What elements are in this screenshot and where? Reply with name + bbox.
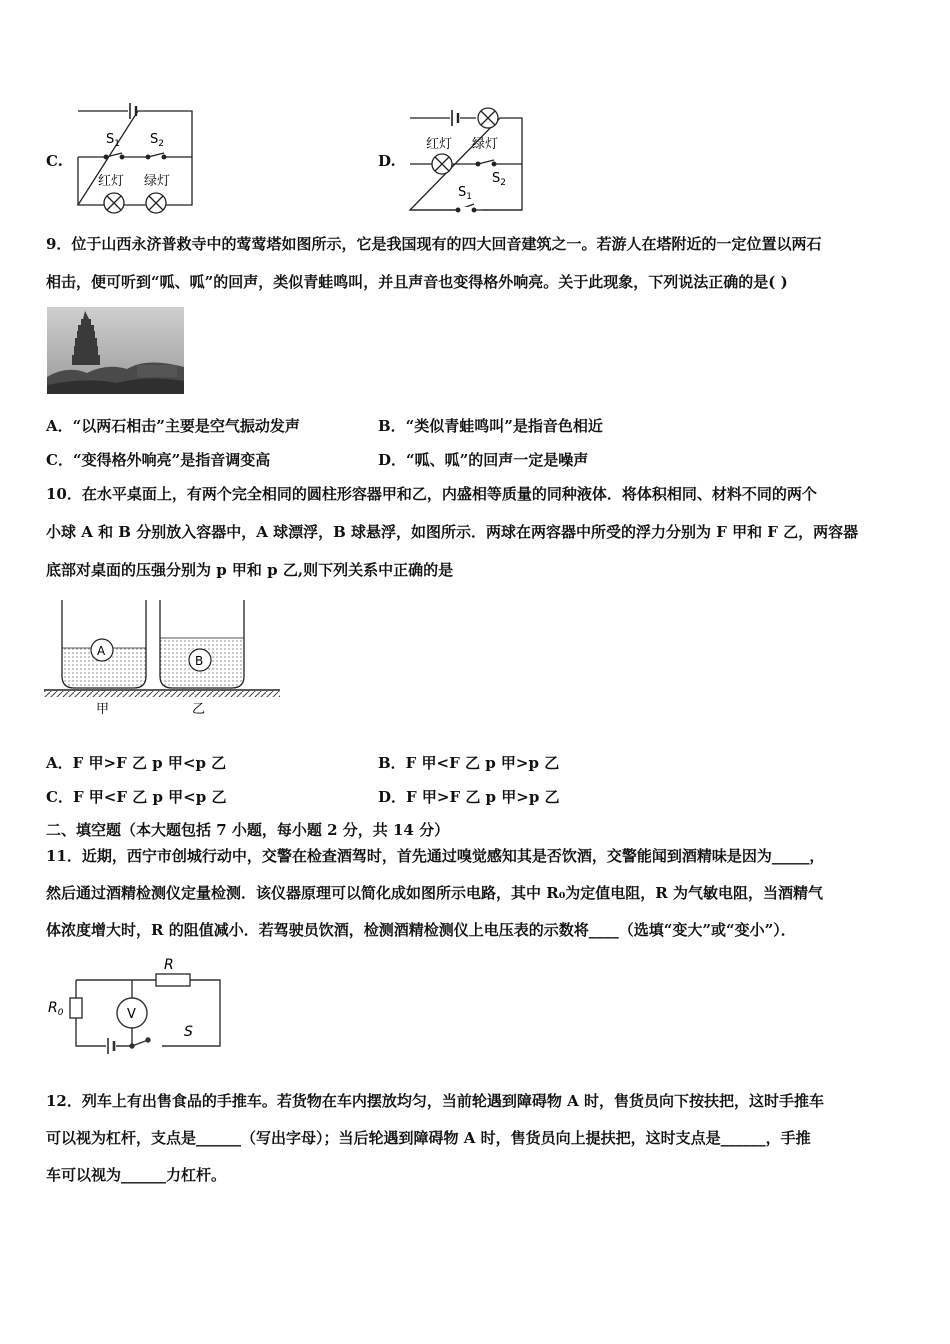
circuit-d-diagram [402, 98, 532, 216]
q10-option-b: B．F 甲<F 乙 p 甲>p 乙 [378, 754, 560, 772]
q11-line-2: 然后通过酒精检测仪定量检测．该仪器原理可以简化成如图所示电路，其中 R₀为定值电阻，R 为气敏电阻，当酒精气 [46, 884, 823, 902]
q10-line-1: 10．在水平桌面上，有两个完全相同的圆柱形容器甲和乙，内盛相等质量的同种液体．将体积相同、材料不同的两个 [46, 485, 817, 503]
q9-line-1: 9．位于山西永济普救寺中的莺莺塔如图所示，它是我国现有的四大回音建筑之一。若游人在塔附近的一定位置以两石 [46, 235, 822, 253]
ball-b-label: B [195, 654, 204, 668]
q11-line-1: 11．近期，西宁市创城行动中，交警在检查酒驾时，首先通过嗅觉感知其是否饮酒，交警能闻到酒精味是因为_____， [46, 847, 825, 865]
q12-line-1: 12．列车上有出售食品的手推车。若货物在车内摆放均匀，当前轮遇到障碍物 A 时，售货员向下按扶把，这时手推车 [46, 1092, 824, 1110]
q10-option-a: A．F 甲>F 乙 p 甲<p 乙 [46, 754, 227, 772]
d-green-lamp-label: 绿灯 [472, 137, 499, 152]
c-red-lamp-label: 红灯 [98, 174, 125, 189]
d-s2-label: $S_2$ [492, 171, 506, 188]
c-s1-label: $S_1$ [106, 132, 120, 149]
d-red-lamp-label: 红灯 [426, 137, 453, 152]
q11-line-3: 体浓度增大时，R 的阻值减小．若驾驶员饮酒，检测酒精检测仪上电压表的示数将____（选填“变大”或“变小”）． [46, 921, 796, 939]
switch-s-label: S [184, 1024, 193, 1040]
circuit-c-diagram [70, 95, 205, 217]
q12-line-3: 车可以视为______力杠杆。 [46, 1166, 227, 1184]
containers-diagram [44, 596, 284, 720]
d-s1-label: $S_1$ [458, 185, 472, 202]
q9-option-c: C．“变得格外响亮”是指音调变高 [46, 451, 271, 469]
resistor-r-label: R [164, 957, 174, 973]
container-jia-label: 甲 [96, 702, 110, 717]
q12-line-2: 可以视为杠杆，支点是______（写出字母）；当后轮遇到障碍物 A 时，售货员向上提扶把，这时支点是______，手推 [46, 1129, 811, 1147]
q10-line-2: 小球 A 和 B 分别放入容器中，A 球漂浮，B 球悬浮，如图所示．两球在两容器中所受的浮力分别为 F 甲和 F 乙，两容器 [46, 523, 859, 541]
container-yi-label: 乙 [192, 702, 206, 717]
ball-a-label: A [97, 644, 106, 658]
option-d-label: D. [378, 152, 396, 170]
option-c-label: C. [46, 152, 63, 170]
voltmeter-label: V [127, 1007, 136, 1022]
c-green-lamp-label: 绿灯 [144, 174, 171, 189]
c-s2-label: $S_2$ [150, 132, 164, 149]
resistor-r0-label: $R_0$ [48, 1000, 64, 1018]
q9-option-a: A．“以两石相击”主要是空气振动发声 [46, 417, 300, 435]
q10-option-c: C．F 甲<F 乙 p 甲<p 乙 [46, 788, 227, 806]
q9-option-b: B．“类似青蛙鸣叫”是指音色相近 [378, 417, 603, 435]
q10-option-d: D．F 甲>F 乙 p 甲>p 乙 [378, 788, 560, 806]
q9-line-2: 相击，便可听到“呱、呱”的回声，类似青蛙鸣叫，并且声音也变得格外响亮。关于此现象，下列说法正确的是( ) [46, 273, 788, 291]
section-2-heading: 二、填空题（本大题包括 7 小题，每小题 2 分，共 14 分） [46, 821, 450, 839]
q10-line-3: 底部对桌面的压强分别为 p 甲和 p 乙,则下列关系中正确的是 [46, 561, 454, 579]
alcohol-tester-circuit [44, 954, 230, 1056]
q9-option-d: D．“呱、呱”的回声一定是噪声 [378, 451, 589, 469]
pagoda-photo [47, 307, 184, 394]
